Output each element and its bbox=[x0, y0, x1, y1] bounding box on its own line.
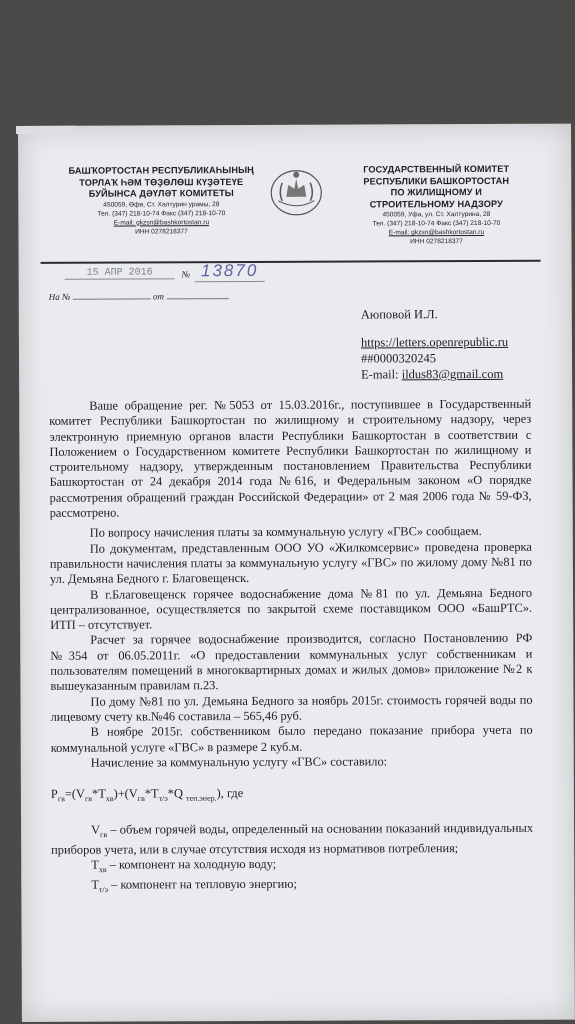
paragraph: По вопросу начисления платы за коммунальную услугу «ГВС» сообщаем. bbox=[89, 524, 482, 541]
definition-text: – объем горячей воды, определенный на основании показаний индивидуальных приборов учета, или в случае отсутствия исходя из нормативов потребления; bbox=[51, 820, 534, 857]
paragraph: В ноябре 2015г. собственником было передано показание прибора учета по коммунальной услуге «ГВС» в размере 2 куб.м. bbox=[50, 722, 533, 755]
org-line: РЕСПУБЛИКИ БАШКОРТОСТАН bbox=[363, 175, 510, 186]
formula: $P_{гв}=(V_{гв}*T_{хв})+(V_{гв}*T_{т/э}*Q$ $_{теп.энер.}$), где bbox=[50, 786, 244, 804]
paragraph: По дому №81 по ул. Демьяна Бедного за ноябрь 2015г. стоимость горячей воды по лицевому счету кв.№46 составила – 565,46 руб. bbox=[50, 692, 533, 724]
blank-field bbox=[73, 298, 151, 299]
org-line: БУЙЫНСА ДӘҮЛӘТ КОМИТЕТЫ bbox=[88, 188, 234, 199]
blank-field bbox=[166, 298, 228, 299]
address-line: 450059, Өфө, Ст. Халтурин урамы, 28 bbox=[103, 200, 220, 209]
coat-of-arms-icon bbox=[268, 167, 324, 217]
definition: $T_{т/э}$ – компонент на тепловую энергию; bbox=[91, 876, 297, 894]
definition-text: – компонент на холодную воду; bbox=[109, 856, 277, 872]
recipient-ref: ##0000320245 bbox=[360, 351, 437, 366]
recipient-url[interactable]: https://letters.openrepublic.ru bbox=[360, 334, 509, 350]
page-fold bbox=[16, 126, 76, 134]
email-line: E-mail: gkzsn@bashkortostan.ru bbox=[388, 228, 485, 237]
header-divider bbox=[41, 260, 541, 264]
org-line: ПО ЖИЛИЩНОМУ И bbox=[390, 186, 482, 198]
definition: $V_{гв}$ – объем горячей воды, определенный на основании показаний индивидуальных приборов учета, или в случае отсутствия исходя из нормативов потребления; bbox=[51, 820, 534, 857]
reply-to-line bbox=[49, 291, 229, 302]
inn-line: ИНН 0278218377 bbox=[410, 238, 463, 246]
paragraph: Начисление за коммунальную услугу «ГВС» составило: bbox=[90, 754, 388, 770]
na-label: На № bbox=[48, 291, 71, 302]
date-stamp: 15 АПР 2016 bbox=[65, 267, 175, 279]
recipient-name: Аюповой И.Л. bbox=[360, 307, 438, 322]
org-line: ТОРЛАҠ ҺӘМ ТӨҘӨЛӨШ КҮҘӘТЕҮЕ bbox=[79, 176, 244, 188]
definition-text: – компонент на тепловую энергию; bbox=[111, 876, 297, 892]
number-label: № bbox=[181, 269, 191, 280]
ot-label: от bbox=[152, 291, 165, 302]
paragraph: Ваше обращение рег. №5053 от 15.03.2016г., поступившее в Государственный комитет Республики Башкортостан по жилищному и строительному надзору, через электронную приемную органов власти Республики Башкортостан в соответствии с Положением о Государственном комитете Республики Башкортостан по жилищному и строительному надзору, утвержденным постановлением Правительства Республики Башкортостан от 24 декабря 2014 года №616, и Федеральным законом «О порядке рассмотрения обращений граждан Российской Федерации» от 2 мая 2006 года № 59-ФЗ, рассмотрено. bbox=[49, 396, 532, 520]
org-line: ГОСУДАРСТВЕННЫЙ КОМИТЕТ bbox=[363, 163, 510, 175]
header-right-russian bbox=[328, 164, 544, 247]
phone-line: Тел. (347) 218-10-74 Факс (347) 218-10-70 bbox=[372, 219, 501, 228]
phone-line: Тел. (347) 218-10-74 Факс (347) 218-10-70 bbox=[97, 209, 226, 218]
registration-number: 13870 bbox=[195, 261, 265, 282]
email-label: E-mail: bbox=[361, 367, 399, 382]
definition: $T_{хв}$ – компонент на холодную воду; bbox=[91, 856, 277, 875]
email-line: E-mail: gkzsn@bashkortostan.ru bbox=[113, 218, 210, 227]
inn-line: ИНН 0278218377 bbox=[135, 227, 188, 235]
org-line: СТРОИТЕЛЬНОМУ НАДЗОРУ bbox=[369, 198, 503, 209]
header-left-bashkir bbox=[56, 165, 266, 236]
paragraph: В г.Благовещенск горячее водоснабжение дома №81 по ул. Демьяна Бедного централизованное, осуществляется по закрытой схеме поставщиком ООО «БашРТС». ИТП – отсутствует. bbox=[50, 585, 533, 633]
paragraph: По документам, представленным ООО УО «Жилкомсервис» проведена проверка правильности начисления платы за коммунальную услугу «ГВС» по жилому дому №81 по ул. Демьяна Бедного г. Благовещенск. bbox=[49, 539, 532, 587]
recipient-block bbox=[361, 306, 509, 383]
recipient-email[interactable]: ildus83@gmail.com bbox=[401, 366, 504, 382]
address-line: 450059, Уфа, ул. Ст. Халтурина, 28 bbox=[382, 210, 491, 219]
org-line: БАШҠОРТОСТАН РЕСПУБЛИКАҺЫНЫҢ bbox=[68, 164, 254, 176]
formula-tail: , где bbox=[220, 786, 244, 801]
paragraph: Расчет за горячее водоснабжение производится, согласно Постановлению РФ №354 от 06.05.2011г. «О предоставлении коммунальных услуг собственникам и пользователям помещений в многоквартирных домах и жилых домов» приложение №2 к вышеуказанным правилам п.23. bbox=[50, 631, 533, 694]
recipient-email-line bbox=[361, 366, 508, 383]
letter-page bbox=[18, 124, 575, 1022]
letter-body bbox=[49, 397, 533, 898]
